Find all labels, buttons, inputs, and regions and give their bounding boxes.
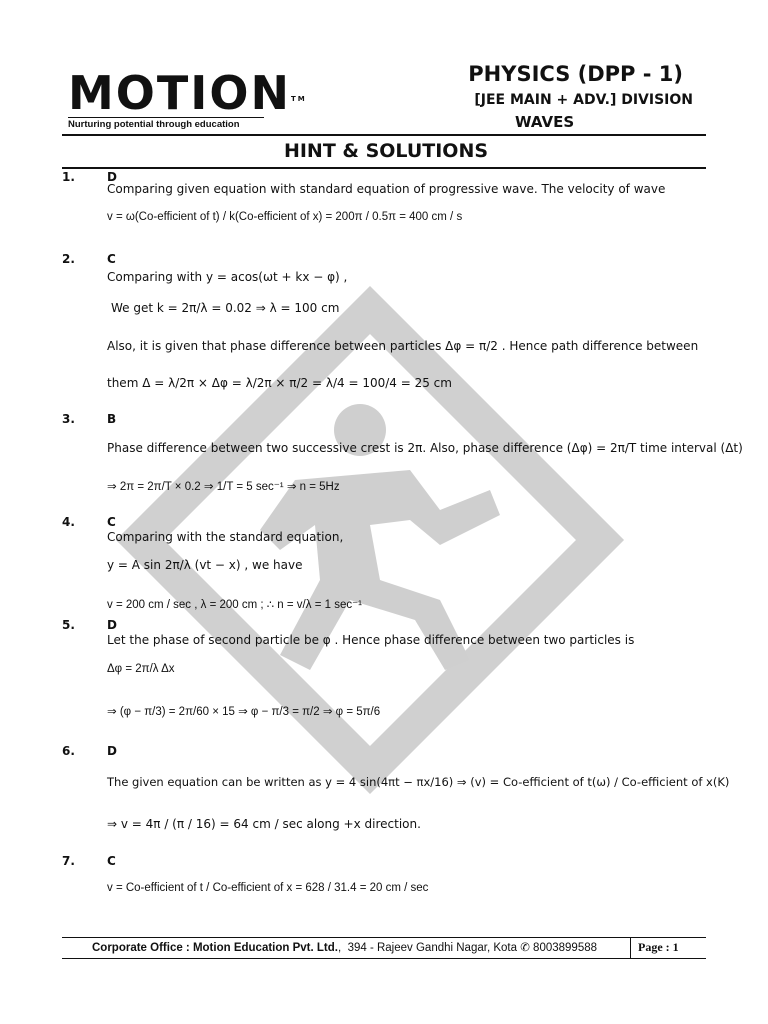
section-divider bbox=[62, 167, 706, 169]
answer-key: C bbox=[107, 252, 116, 266]
office-label: Corporate Office : Motion Education Pvt. Ltd. bbox=[92, 942, 338, 954]
subject-title: PHYSICS (DPP - 1) bbox=[468, 62, 683, 86]
question-number: 4. bbox=[62, 515, 75, 529]
question-number: 6. bbox=[62, 744, 75, 758]
logo-tagline: Nurturing potential through education bbox=[68, 117, 264, 130]
office-phone: 8003899588 bbox=[533, 942, 598, 954]
answer-key: D bbox=[107, 170, 117, 184]
solution-line: Comparing with y = acos(ωt + kx − φ) , bbox=[107, 270, 348, 284]
question-number: 2. bbox=[62, 252, 75, 266]
solution-line: Let the phase of second particle be φ . Hence phase difference between two particles is bbox=[107, 633, 635, 647]
answer-key: D bbox=[107, 744, 117, 758]
solution-equation: ⇒ v = 4π / (π / 16) = 64 cm / sec along +x direction. bbox=[107, 817, 421, 831]
answer-key: C bbox=[107, 515, 116, 529]
solution-equation: ⇒ (φ − π/3) = 2π/60 × 15 ⇒ φ − π/3 = π/2 ⇒ φ = 5π/6 bbox=[107, 706, 381, 718]
page-number: Page : 1 bbox=[638, 940, 679, 954]
question-number: 5. bbox=[62, 618, 75, 632]
answer-key: B bbox=[107, 412, 117, 426]
logo-trademark: TM bbox=[290, 95, 307, 103]
solution-line: Comparing with the standard equation, bbox=[107, 530, 344, 544]
solution-equation: them Δ = λ/2π × Δφ = λ/2π × π/2 = λ/4 = 100/4 = 25 cm bbox=[107, 376, 452, 390]
section-title: HINT & SOLUTIONS bbox=[283, 140, 489, 162]
solution-equation: v = Co-efficient of t / Co-efficient of x = 628 / 31.4 = 20 cm / sec bbox=[107, 882, 429, 894]
solution-equation: Δφ = 2π/λ Δx bbox=[107, 663, 175, 675]
solution-equation: We get k = 2π/λ = 0.02 ⇒ λ = 100 cm bbox=[111, 301, 340, 315]
solution-line: The given equation can be written as y = 4 sin(4πt − πx/16) ⇒ (v) = Co-efficient of t(ω) / Co-efficient of x(K) bbox=[107, 775, 730, 789]
office-address: 394 - Rajeev Gandhi Nagar, Kota bbox=[347, 942, 517, 954]
motion-logo bbox=[68, 66, 307, 130]
solution-equation: v = 200 cm / sec , λ = 200 cm ; ∴ n = v/λ = 1 sec⁻¹ bbox=[107, 599, 362, 611]
question-number: 3. bbox=[62, 412, 75, 426]
answer-key: C bbox=[107, 854, 116, 868]
solution-line: Also, it is given that phase difference between particles Δφ = π/2 . Hence path difference between bbox=[107, 339, 699, 353]
header-divider bbox=[62, 134, 706, 136]
solution-line: Comparing given equation with standard equation of progressive wave. The velocity of wave bbox=[107, 182, 666, 196]
logo-text: MOTION bbox=[68, 66, 291, 120]
solution-line: Phase difference between two successive crest is 2π. Also, phase difference (Δφ) = 2π/T time interval (Δt) bbox=[107, 441, 743, 455]
page-footer bbox=[62, 937, 706, 959]
topic-title: WAVES bbox=[515, 113, 575, 131]
footer-separator bbox=[630, 938, 631, 958]
solution-equation: y = A sin 2π/λ (vt − x) , we have bbox=[107, 558, 303, 572]
footer-office: Corporate Office : Motion Education Pvt. Ltd., 394 - Rajeev Gandhi Nagar, Kota ✆ 8003899588 bbox=[92, 942, 598, 954]
question-number: 1. bbox=[62, 170, 75, 184]
solution-equation: ⇒ 2π = 2π/T × 0.2 ⇒ 1/T = 5 sec⁻¹ ⇒ n = 5Hz bbox=[107, 481, 340, 493]
phone-icon: ✆ bbox=[520, 942, 530, 954]
question-number: 7. bbox=[62, 854, 75, 868]
answer-key: D bbox=[107, 618, 117, 632]
solution-equation: v = ω(Co-efficient of t) / k(Co-efficient of x) = 200π / 0.5π = 400 cm / s bbox=[107, 211, 463, 223]
division-label: [JEE MAIN + ADV.] DIVISION bbox=[474, 92, 693, 108]
